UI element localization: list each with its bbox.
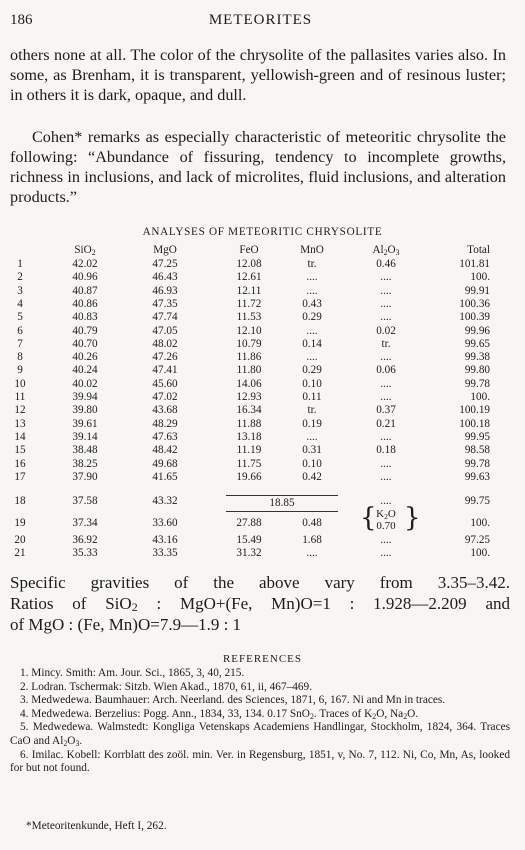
reference-4: 4. Medwedewa. Berzelius: Pogg. Ann., 1834, 33, 134. 0.17 SnO$_2$. Traces of $K_2O$, $Na_2O$. (20, 707, 419, 721)
mgo-value: 47.05 (152, 324, 178, 337)
al2o3-value: .... (380, 284, 392, 297)
row-number: 20 (14, 533, 26, 546)
total-value: 97.25 (464, 533, 490, 546)
mgo-value: 47.63 (152, 430, 178, 443)
mno-value: 0.43 (302, 297, 322, 310)
header-sio2: SiO$_2$ (74, 244, 96, 257)
feo-value: 15.49 (236, 533, 262, 546)
feo-value: 10.79 (236, 337, 262, 350)
mgo-value: 47.74 (152, 311, 178, 324)
mgo-value: 46.43 (152, 271, 178, 284)
body-paragraph-1: others none at all. The color of the chrysolite of the pallasites varies also. In some, as Brenham, it is transparent, yellowish-green and of resinous luster; in others it is dark, opaque, and dull. (10, 46, 506, 104)
al2o3-value: 0.18 (376, 444, 396, 457)
mgo-value: 49.68 (152, 457, 178, 470)
feo-value: 12.08 (236, 258, 262, 270)
row-number: 15 (14, 444, 26, 457)
mno-value: 0.14 (302, 337, 322, 350)
mgo-value: 48.29 (152, 417, 178, 430)
row-number: 9 (17, 364, 23, 377)
header-al2o3: $Al_2O_3$ (372, 244, 400, 257)
row-number: 10 (14, 377, 26, 390)
page-number: 186 (10, 12, 33, 28)
row-number: 1 (17, 258, 23, 270)
sio2-value: 40.24 (72, 364, 98, 377)
page-header (10, 12, 511, 32)
row-number: 17 (14, 470, 26, 483)
total-value: 100.19 (459, 404, 490, 417)
al2o3-value: 0.06 (376, 364, 396, 377)
total-value: 100.18 (459, 417, 490, 430)
table-title: ANALYSES OF METEORITIC CHRYSOLITE (142, 226, 383, 238)
k2o-right-brace: } (404, 503, 421, 533)
mgo-value: 43.32 (152, 495, 178, 508)
feo-value: 12.11 (236, 284, 262, 297)
reference-1: 1. Mincy. Smith: Am. Jour. Sci., 1865, 3, 40, 215. (20, 667, 245, 679)
feo-value: 12.93 (236, 391, 262, 403)
sio2-value: 40.87 (72, 284, 98, 297)
al2o3-value: 0.21 (376, 417, 396, 430)
mgo-value: 48.42 (152, 444, 178, 457)
mgo-value: 43.68 (152, 404, 178, 417)
sio2-value: 35.33 (72, 547, 98, 559)
feo-value: 12.61 (236, 271, 262, 284)
mno-value: .... (306, 547, 318, 559)
header-mno: MnO (300, 244, 324, 256)
sio2-value: 38.48 (72, 444, 98, 457)
row-number: 14 (14, 430, 26, 443)
al2o3-value: 0.46 (376, 258, 396, 270)
mgo-value: 33.60 (152, 517, 178, 530)
sio2-value: 40.26 (72, 351, 98, 364)
sio2-value: 40.70 (72, 337, 98, 350)
total-value: 100. (470, 517, 490, 530)
references-title: REFERENCES (222, 653, 303, 665)
row19-k2o-note: $K_2O$ 0.70 (376, 508, 396, 532)
al2o3-value: 0.37 (376, 404, 396, 417)
sio2-value: 42.02 (72, 258, 98, 270)
row-number: 3 (17, 284, 23, 297)
mno-value: 0.29 (302, 311, 322, 324)
header-feo: FeO (239, 244, 259, 256)
mno-value: 0.42 (302, 470, 322, 483)
mno-value: 0.31 (302, 444, 322, 457)
footnote: *Meteoritenkunde, Heft I, 262. (26, 820, 167, 832)
row-number: 6 (17, 324, 23, 337)
feo-value: 12.10 (236, 324, 262, 337)
ratio-line-1: Ratios of SiO$_2$ : MgO+(Fe, Mn)O=1 : 1.928—2.209 and (10, 594, 511, 614)
mgo-value: 45.60 (152, 377, 178, 390)
mno-value: tr. (307, 258, 317, 270)
feo-mno-merge-line-top (226, 495, 338, 496)
row-number: 2 (17, 271, 23, 284)
mno-value: .... (306, 324, 318, 337)
al2o3-value: .... (380, 495, 392, 508)
mgo-value: 41.65 (152, 470, 178, 483)
total-value: 99.78 (464, 457, 490, 470)
row-number: 13 (14, 417, 26, 430)
header-mgo: MgO (153, 244, 177, 256)
reference-5: 5. Medwedewa. Walmstedt: Kongliga Vetenskaps Academiens Handlingar, Stockholm, 1824, 364. Traces CaO and $Al_2O_3$. (10, 721, 510, 748)
total-value: 99.95 (464, 430, 490, 443)
total-value: 100. (470, 271, 490, 284)
mno-value: .... (306, 284, 318, 297)
mno-value: 0.48 (302, 517, 322, 530)
sio2-value: 40.83 (72, 311, 98, 324)
total-value: 98.58 (464, 444, 490, 457)
row-number: 16 (14, 457, 26, 470)
ratio-line-2: of MgO : (Fe, Mn)O=7.9—1.9 : 1 (10, 615, 242, 634)
references-list (10, 667, 510, 776)
al2o3-value: .... (380, 430, 392, 443)
feo-value: 11.75 (236, 457, 262, 470)
mno-value: 0.10 (302, 457, 322, 470)
reference-2: 2. Lodran. Tschermak: Sitzb. Wien Akad., 1870, 61, ii, 467–469. (20, 680, 313, 693)
sio2-value: 38.25 (72, 457, 98, 470)
total-value: 99.78 (464, 377, 490, 390)
sio2-value: 40.02 (72, 377, 98, 390)
sio2-value: 40.96 (72, 271, 98, 284)
total-value: 99.65 (464, 337, 490, 350)
mno-value: .... (306, 271, 318, 284)
row-number: 8 (17, 351, 23, 364)
al2o3-value: 0.02 (376, 324, 396, 337)
total-value: 101.81 (459, 258, 490, 270)
row-number: 7 (17, 337, 23, 350)
row-number: 19 (14, 517, 26, 530)
total-value: 99.80 (464, 364, 490, 377)
mgo-value: 43.16 (152, 533, 178, 546)
k2o-left-brace: { (360, 503, 377, 533)
running-head: METEORITES (208, 12, 313, 28)
feo-value: 11.72 (236, 297, 262, 310)
feo-value: 11.80 (236, 364, 262, 377)
mgo-value: 47.26 (152, 351, 178, 364)
sio2-value: 37.34 (72, 517, 98, 530)
feo-value: 13.18 (236, 430, 262, 443)
al2o3-value: .... (380, 391, 392, 403)
total-value: 100. (470, 391, 490, 403)
mgo-value: 33.35 (152, 547, 178, 559)
total-value: 99.75 (464, 495, 490, 508)
feo-value: 19.66 (236, 470, 262, 483)
mno-value: 0.29 (302, 364, 322, 377)
sio2-value: 39.94 (72, 391, 98, 403)
al2o3-value: .... (380, 297, 392, 310)
feo-value: 16.34 (236, 404, 262, 417)
sio2-value: 39.61 (72, 417, 98, 430)
mgo-value: 47.41 (152, 364, 178, 377)
al2o3-value: .... (380, 351, 392, 364)
total-value: 99.96 (464, 324, 490, 337)
feo-value: 31.32 (236, 547, 262, 559)
sio2-value: 40.79 (72, 324, 98, 337)
sio2-value: 39.14 (72, 430, 98, 443)
al2o3-value: .... (380, 533, 392, 546)
al2o3-value: .... (380, 470, 392, 483)
al2o3-value: .... (380, 457, 392, 470)
row-number: 12 (14, 404, 26, 417)
feo-value: 11.86 (236, 351, 262, 364)
mgo-value: 47.25 (152, 258, 178, 270)
mgo-value: 47.35 (152, 297, 178, 310)
row-number: 4 (17, 297, 23, 310)
sio2-value: 39.80 (72, 404, 98, 417)
al2o3-value: .... (380, 547, 392, 559)
total-value: 100.39 (459, 311, 490, 324)
mgo-value: 48.02 (152, 337, 178, 350)
gravity-ratios-paragraph (10, 572, 510, 635)
al2o3-value: .... (380, 377, 392, 390)
mno-value: 0.10 (302, 377, 322, 390)
total-value: 100. (470, 547, 490, 559)
body-paragraph-2: Cohen* remarks as especially characteristic of meteoritic chrysolite the following: “Abundance of fissuring, tendency to incomplete growths, richness in inclusions, and lack of microlites, fluid inclusions, and alteration products.” (10, 128, 506, 206)
mno-value: 0.11 (302, 391, 322, 403)
gravity-line-1: Specific gravities of the above vary from 3.35–3.42. (10, 573, 510, 592)
mno-value: tr. (307, 404, 317, 417)
al2o3-value: tr. (381, 337, 391, 350)
total-value: 99.63 (464, 470, 490, 483)
sio2-value: 37.90 (72, 470, 98, 483)
feo-value: 11.19 (236, 444, 262, 457)
sio2-value: 40.86 (72, 297, 98, 310)
sio2-value: 37.58 (72, 495, 98, 508)
reference-6: 6. Imilac. Kobell: Korrblatt des zoöl. min. Ver. in Regensburg, 1851, v, No. 7, 112. Ni, Co, Mn, As, looked for but not found. (10, 748, 510, 775)
mno-value: .... (306, 351, 318, 364)
al2o3-value: .... (380, 271, 392, 284)
row-number: 11 (14, 391, 26, 403)
feo-value: 11.53 (236, 311, 262, 324)
feo-value: 14.06 (236, 377, 262, 390)
reference-3: 3. Medwedewa. Baumhauer: Arch. Neerland. des Sciences, 1871, 6, 167. Ni and Mn in traces. (20, 694, 446, 707)
header-total: Total (467, 244, 490, 256)
row18-feo-mno-combined: 18.85 (269, 497, 295, 509)
total-value: 100.36 (459, 297, 490, 310)
feo-value: 27.88 (236, 517, 262, 530)
mno-value: 1.68 (302, 533, 322, 546)
mgo-value: 47.02 (152, 391, 178, 403)
feo-mno-merge-line-bottom (226, 511, 338, 512)
row-number: 5 (17, 311, 23, 324)
sio2-value: 36.92 (72, 533, 98, 546)
total-value: 99.91 (464, 284, 490, 297)
feo-value: 11.88 (236, 417, 262, 430)
mgo-value: 46.93 (152, 284, 178, 297)
mno-value: 0.19 (302, 417, 322, 430)
row-number: 21 (14, 547, 26, 559)
al2o3-value: .... (380, 311, 392, 324)
row-number: 18 (14, 495, 26, 508)
mno-value: .... (306, 430, 318, 443)
total-value: 99.38 (464, 351, 490, 364)
